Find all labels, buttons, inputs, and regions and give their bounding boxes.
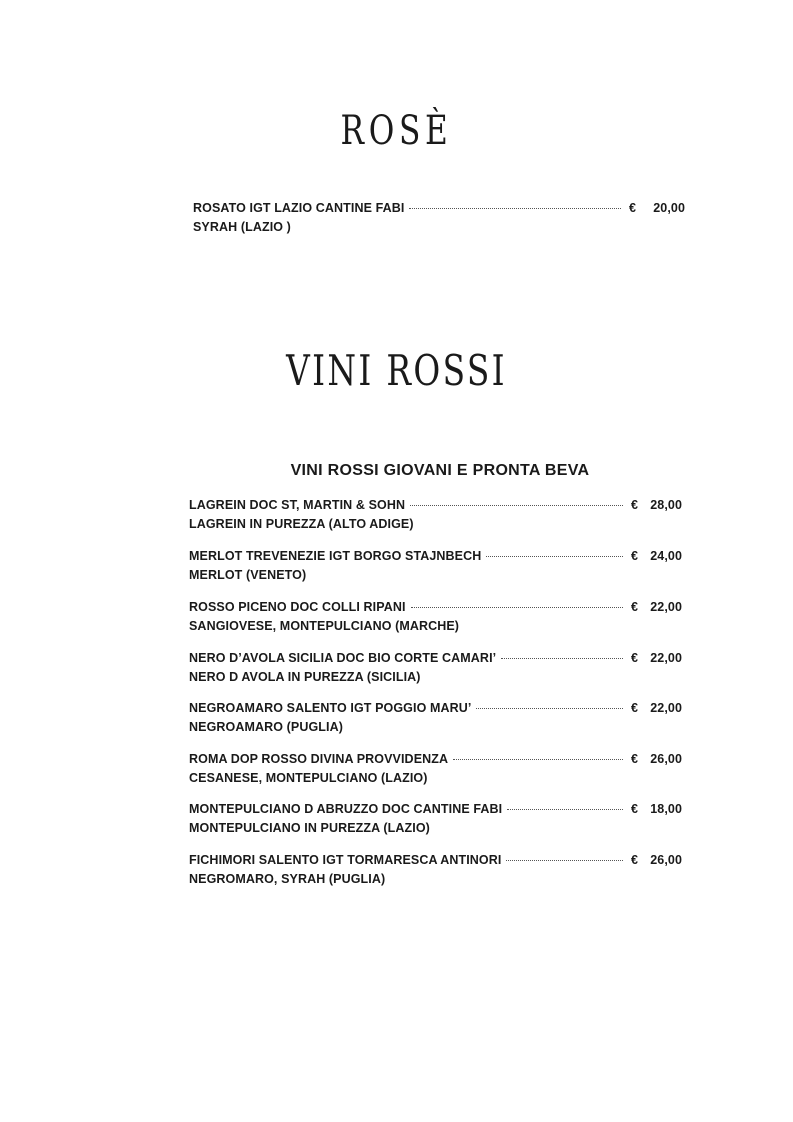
wine-grape: LAGREIN IN PUREZZA (ALTO ADIGE) <box>189 517 414 531</box>
wine-price <box>631 851 682 870</box>
wine-price <box>631 750 682 769</box>
wine-entry <box>189 649 682 687</box>
price-value: 28,00 <box>650 498 682 512</box>
price-value: 24,00 <box>650 549 682 563</box>
wine-name: NERO D’AVOLA SICILIA DOC BIO CORTE CAMARI’ <box>189 651 497 665</box>
price-value: 26,00 <box>650 752 682 766</box>
wine-name: ROSSO PICENO DOC COLLI RIPANI <box>189 600 406 614</box>
currency-symbol: € <box>631 498 639 512</box>
wine-entry <box>189 800 682 838</box>
wine-entry <box>189 851 682 889</box>
wine-grape: SYRAH (LAZIO ) <box>193 220 291 234</box>
wine-price <box>629 199 685 218</box>
wine-entry <box>189 496 682 534</box>
currency-symbol: € <box>631 549 639 563</box>
wine-entry <box>189 750 682 788</box>
wine-grape: NERO D AVOLA IN PUREZZA (SICILIA) <box>189 670 421 684</box>
wine-price <box>631 800 682 819</box>
price-value: 22,00 <box>650 701 682 715</box>
wine-price <box>631 649 682 668</box>
wine-grape: SANGIOVESE, MONTEPULCIANO (MARCHE) <box>189 619 460 633</box>
dotted-leader <box>409 208 621 209</box>
wine-grape: MERLOT (VENETO) <box>189 568 307 582</box>
dotted-leader <box>410 505 623 506</box>
dotted-leader <box>476 708 623 709</box>
wine-name: ROMA DOP ROSSO DIVINA PROVVIDENZA <box>189 752 449 766</box>
wine-name: ROSATO IGT LAZIO CANTINE FABI <box>193 201 405 215</box>
price-value: 20,00 <box>653 201 685 215</box>
wine-name: FICHIMORI SALENTO IGT TORMARESCA ANTINORI <box>189 853 502 867</box>
currency-symbol: € <box>631 752 639 766</box>
wine-grape: CESANESE, MONTEPULCIANO (LAZIO) <box>189 771 428 785</box>
dotted-leader <box>507 809 623 810</box>
wine-grape: NEGROMARO, SYRAH (PUGLIA) <box>189 872 386 886</box>
wine-price <box>631 598 682 617</box>
dotted-leader <box>501 658 623 659</box>
wine-price <box>631 496 682 515</box>
currency-symbol: € <box>631 853 639 867</box>
wine-name: NEGROAMARO SALENTO IGT POGGIO MARU’ <box>189 701 472 715</box>
currency-symbol: € <box>631 701 639 715</box>
wine-name: MONTEPULCIANO D ABRUZZO DOC CANTINE FABI <box>189 802 503 816</box>
rose-section-title: ROSÈ <box>340 108 453 154</box>
price-value: 26,00 <box>650 853 682 867</box>
wine-price <box>631 699 682 718</box>
wine-grape: MONTEPULCIANO IN PUREZZA (LAZIO) <box>189 821 430 835</box>
dotted-leader <box>486 556 623 557</box>
wine-entry <box>189 598 682 636</box>
currency-symbol: € <box>631 600 639 614</box>
wine-price <box>631 547 682 566</box>
currency-symbol: € <box>631 802 639 816</box>
wine-name: LAGREIN DOC ST, MARTIN & SOHN <box>189 498 406 512</box>
dotted-leader <box>411 607 623 608</box>
dotted-leader <box>506 860 623 861</box>
currency-symbol: € <box>631 651 639 665</box>
dotted-leader <box>453 759 623 760</box>
vini-rossi-section-title: VINI ROSSI <box>286 346 507 395</box>
wine-entry <box>189 547 682 585</box>
price-value: 22,00 <box>650 651 682 665</box>
wine-entry <box>193 199 685 237</box>
price-value: 18,00 <box>650 802 682 816</box>
currency-symbol: € <box>629 201 637 215</box>
wine-entry <box>189 699 682 737</box>
wine-grape: NEGROAMARO (PUGLIA) <box>189 720 343 734</box>
price-value: 22,00 <box>650 600 682 614</box>
vini-rossi-subtitle: VINI ROSSI GIOVANI E PRONTA BEVA <box>290 462 590 479</box>
wine-name: MERLOT TREVENEZIE IGT BORGO STAJNBECH <box>189 549 482 563</box>
